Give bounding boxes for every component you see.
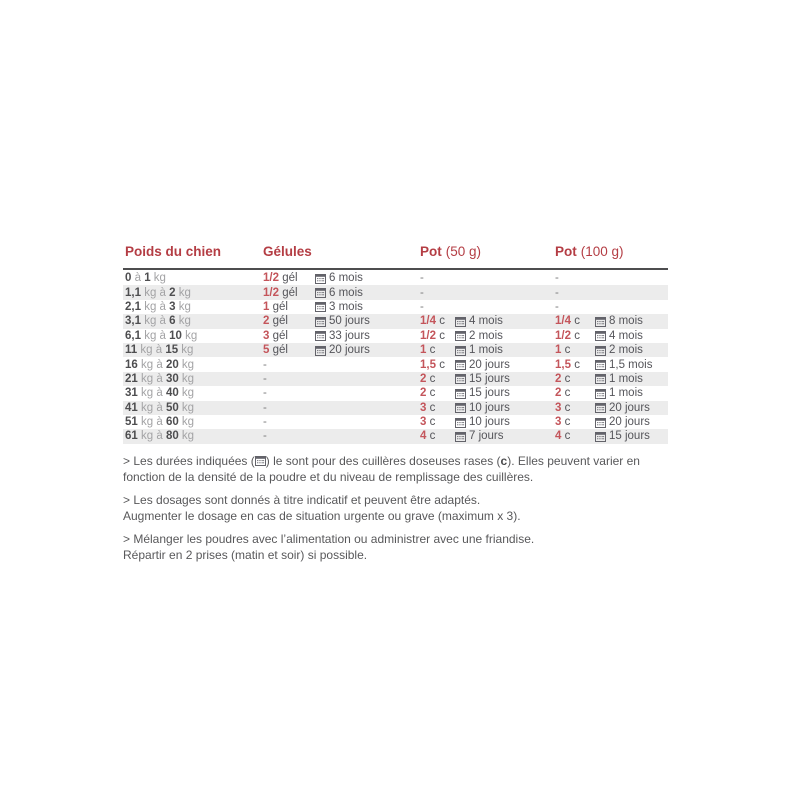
col-header-label: Poids du chien	[125, 244, 222, 259]
dose-quantity: 1	[420, 344, 427, 357]
calendar-icon	[595, 316, 606, 327]
dose-quantity: 4	[420, 430, 427, 443]
weight-to: 1	[144, 272, 151, 285]
gelules-cell	[263, 287, 420, 299]
calendar-icon	[455, 417, 466, 428]
col-header-label: Gélules	[263, 244, 312, 259]
col-header-label: Pot	[555, 244, 577, 259]
pot-100g-dose	[555, 416, 595, 428]
note-text: > Mélanger les poudres avec l’alimentation ou administrer avec une friandise.	[123, 531, 535, 546]
pot-50g-dose	[420, 387, 455, 399]
weight-to: 80	[165, 430, 179, 443]
note-text: > Les dosages sont donnés à titre indicatif et peuvent être adaptés.	[123, 492, 481, 507]
table-row	[123, 300, 668, 314]
table-row	[123, 285, 668, 299]
dose-unit: c	[564, 344, 571, 357]
pot-50g-dose	[420, 330, 455, 342]
weight-separator: kg à	[137, 430, 166, 443]
calendar-icon	[455, 431, 466, 442]
table-row	[123, 314, 668, 328]
dose-unit: c	[429, 401, 436, 414]
dose-quantity: 1	[263, 300, 270, 313]
pot-100g-dose	[555, 315, 595, 327]
pot-50g-dose	[420, 402, 455, 414]
weight-unit: kg	[178, 387, 195, 400]
weight-separator: kg à	[137, 372, 166, 385]
col-header-size: (50 g)	[445, 244, 482, 259]
table-row	[123, 386, 668, 400]
weight-cell	[123, 430, 263, 442]
weight-cell	[123, 402, 263, 414]
weight-cell	[123, 272, 263, 284]
gelules-dose	[263, 330, 315, 342]
dose-unit: c	[439, 329, 445, 342]
weight-unit: kg	[178, 344, 194, 357]
weight-cell	[123, 330, 263, 342]
calendar-icon	[455, 330, 466, 341]
dose-unit: c	[439, 315, 445, 328]
dose-quantity: 2	[420, 387, 427, 400]
weight-from: 61	[125, 430, 138, 443]
pot-50g-dose	[420, 344, 455, 356]
pot-100g-cell	[555, 373, 668, 385]
gelules-cell	[263, 387, 420, 399]
calendar-icon	[315, 301, 326, 312]
empty-dash: -	[263, 430, 267, 443]
weight-cell	[123, 416, 263, 428]
calendar-icon	[595, 359, 606, 370]
duration-text: 10 jours	[469, 416, 510, 429]
col-header-pot-100g	[555, 244, 668, 259]
pot-50g-duration	[455, 387, 510, 399]
calendar-icon	[315, 345, 326, 356]
dose-quantity: 1	[555, 344, 562, 357]
table-row	[123, 415, 668, 429]
gelules-cell	[263, 301, 420, 313]
weight-cell	[123, 344, 263, 356]
empty-dash: -	[555, 300, 559, 313]
pot-50g-cell	[420, 359, 555, 371]
pot-50g-cell	[420, 344, 555, 356]
calendar-icon	[455, 402, 466, 413]
pot-100g-duration	[595, 402, 650, 414]
duration-text: 1 mois	[469, 344, 503, 357]
dose-unit: c	[429, 430, 436, 443]
weight-separator: kg à	[137, 358, 166, 371]
weight-unit: kg	[178, 416, 195, 429]
pot-100g-duration	[595, 344, 643, 356]
note-durations	[123, 453, 668, 486]
note-text: Répartir en 2 prises (matin et soir) si possible.	[123, 548, 368, 563]
gelules-dose	[263, 301, 315, 313]
pot-50g-cell	[420, 301, 555, 313]
note-text: ) le sont pour des cuillères doseuses rases (	[265, 453, 501, 468]
gelules-dose	[263, 315, 315, 327]
pot-50g-dose	[420, 416, 455, 428]
pot-100g-dose	[555, 402, 595, 414]
gelules-cell	[263, 344, 420, 356]
dosage-table-section	[123, 244, 668, 570]
pot-100g-duration	[595, 373, 643, 385]
col-header-poids-du-chien	[123, 244, 263, 259]
weight-to: 15	[165, 344, 179, 357]
weight-separator: kg à	[137, 401, 166, 414]
pot-100g-duration	[595, 315, 643, 327]
dose-unit: c	[429, 387, 436, 400]
col-header-gelules	[263, 244, 420, 259]
gelules-cell	[263, 330, 420, 342]
weight-to: 60	[165, 416, 179, 429]
weight-from: 11	[125, 344, 138, 357]
dose-quantity: 3	[555, 401, 562, 414]
pot-100g-dose	[555, 430, 595, 442]
weight-from: 21	[125, 372, 138, 385]
empty-dash: -	[263, 401, 267, 414]
dose-quantity: 2	[420, 372, 427, 385]
dose-quantity: 2	[263, 315, 270, 328]
duration-text: 3 mois	[329, 300, 363, 313]
calendar-icon	[255, 455, 266, 466]
note-spoon-abbrev: c	[500, 453, 508, 468]
pot-100g-cell	[555, 416, 668, 428]
weight-unit: kg	[178, 401, 195, 414]
weight-unit: kg	[175, 300, 191, 313]
weight-from: 6,1	[125, 329, 141, 342]
table-row	[123, 271, 668, 285]
duration-text: 2 mois	[609, 344, 643, 357]
pot-50g-cell	[420, 416, 555, 428]
duration-text: 20 jours	[469, 358, 510, 371]
dose-unit: c	[429, 372, 436, 385]
pot-100g-dose	[555, 330, 595, 342]
dose-unit: gél	[272, 344, 288, 357]
pot-100g-dose	[555, 373, 595, 385]
col-header-size: (100 g)	[580, 244, 624, 259]
pot-50g-dose	[420, 359, 455, 371]
duration-text: 15 jours	[469, 387, 510, 400]
duration-text: 20 jours	[329, 344, 370, 357]
weight-to: 50	[165, 401, 179, 414]
duration-text: 1 mois	[609, 372, 643, 385]
dose-unit: gél	[272, 300, 288, 313]
calendar-icon	[595, 373, 606, 384]
pot-100g-duration	[595, 387, 643, 399]
pot-100g-cell	[555, 272, 668, 284]
calendar-icon	[315, 316, 326, 327]
pot-100g-cell	[555, 344, 668, 356]
gelules-cell	[263, 359, 420, 371]
pot-50g-cell	[420, 373, 555, 385]
dose-quantity: 3	[555, 416, 562, 429]
weight-to: 40	[165, 387, 179, 400]
table-row	[123, 357, 668, 371]
calendar-icon	[455, 359, 466, 370]
duration-text: 15 jours	[609, 430, 650, 443]
pot-50g-duration	[455, 315, 503, 327]
table-row	[123, 329, 668, 343]
pot-50g-duration	[455, 359, 510, 371]
dose-unit: gél	[282, 286, 298, 299]
table-body	[123, 271, 668, 444]
empty-dash: -	[263, 387, 267, 400]
empty-dash: -	[420, 300, 424, 313]
pot-100g-cell	[555, 359, 668, 371]
gelules-duration	[315, 301, 363, 313]
empty-dash: -	[263, 358, 267, 371]
table-row	[123, 401, 668, 415]
duration-text: 33 jours	[329, 329, 370, 342]
pot-100g-dose	[555, 344, 595, 356]
empty-dash: -	[420, 286, 424, 299]
calendar-icon	[455, 345, 466, 356]
dose-quantity: 2	[555, 387, 562, 400]
weight-to: 3	[169, 300, 176, 313]
gelules-duration	[315, 330, 370, 342]
pot-100g-duration	[595, 430, 650, 442]
calendar-icon	[315, 273, 326, 284]
table-header	[123, 244, 668, 270]
pot-100g-cell	[555, 301, 668, 313]
weight-cell	[123, 359, 263, 371]
weight-from: 31	[125, 387, 138, 400]
dose-quantity: 1/2	[263, 286, 279, 299]
footnotes	[123, 453, 668, 564]
gelules-duration	[315, 315, 370, 327]
pot-100g-duration	[595, 416, 650, 428]
weight-separator: kg à	[141, 300, 170, 313]
duration-text: 20 jours	[609, 416, 650, 429]
dose-unit: c	[429, 416, 436, 429]
pot-50g-dose	[420, 430, 455, 442]
dose-unit: c	[439, 358, 445, 371]
pot-100g-cell	[555, 387, 668, 399]
pot-50g-cell	[420, 430, 555, 442]
dose-unit: c	[564, 372, 571, 385]
dose-quantity: 5	[263, 344, 270, 357]
duration-text: 8 mois	[609, 315, 643, 328]
dose-quantity: 3	[420, 416, 427, 429]
calendar-icon	[595, 431, 606, 442]
weight-from: 2,1	[125, 300, 141, 313]
calendar-icon	[595, 417, 606, 428]
calendar-icon	[315, 330, 326, 341]
calendar-icon	[455, 316, 466, 327]
pot-50g-dose	[420, 315, 455, 327]
gelules-cell	[263, 373, 420, 385]
note-text: ). Elles peuvent varier en fonction de la densité de la poudre et du niveau de remplissage des cuillères.	[123, 453, 640, 485]
duration-text: 50 jours	[329, 315, 370, 328]
weight-to: 6	[169, 315, 176, 328]
weight-to: 30	[165, 372, 179, 385]
duration-text: 2 mois	[469, 329, 503, 342]
weight-from: 16	[125, 358, 138, 371]
weight-cell	[123, 287, 263, 299]
pot-100g-dose	[555, 359, 595, 371]
pot-100g-cell	[555, 402, 668, 414]
dose-quantity: 1/2	[420, 329, 436, 342]
calendar-icon	[595, 402, 606, 413]
calendar-icon	[455, 388, 466, 399]
gelules-cell	[263, 272, 420, 284]
pot-100g-duration	[595, 330, 643, 342]
weight-separator: kg à	[137, 416, 166, 429]
table-row	[123, 343, 668, 357]
gelules-dose	[263, 344, 315, 356]
dose-quantity: 1,5	[555, 358, 571, 371]
pot-50g-duration	[455, 373, 510, 385]
dose-quantity: 1/2	[555, 329, 571, 342]
weight-to: 20	[165, 358, 179, 371]
duration-text: 6 mois	[329, 286, 363, 299]
pot-50g-cell	[420, 315, 555, 327]
dose-unit: c	[574, 329, 580, 342]
empty-dash: -	[555, 286, 559, 299]
dose-unit: c	[429, 344, 436, 357]
pot-50g-dose	[420, 373, 455, 385]
weight-unit: kg	[175, 315, 191, 328]
calendar-icon	[455, 373, 466, 384]
calendar-icon	[595, 330, 606, 341]
calendar-icon	[595, 388, 606, 399]
pot-50g-cell	[420, 387, 555, 399]
col-header-label: Pot	[420, 244, 442, 259]
dose-unit: gél	[272, 315, 288, 328]
pot-100g-dose	[555, 387, 595, 399]
pot-50g-duration	[455, 430, 504, 442]
weight-unit: kg	[178, 358, 195, 371]
gelules-cell	[263, 430, 420, 442]
pot-50g-cell	[420, 287, 555, 299]
weight-from: 51	[125, 416, 138, 429]
weight-unit: kg	[150, 272, 166, 285]
pot-100g-duration	[595, 359, 652, 371]
pot-50g-duration	[455, 402, 510, 414]
weight-separator: à	[131, 272, 145, 285]
dose-quantity: 2	[555, 372, 562, 385]
empty-dash: -	[263, 416, 267, 429]
gelules-cell	[263, 402, 420, 414]
dose-quantity: 1,5	[420, 358, 436, 371]
pot-100g-cell	[555, 430, 668, 442]
dose-quantity: 3	[420, 401, 427, 414]
dose-quantity: 1/2	[263, 272, 279, 285]
weight-separator: kg à	[137, 344, 166, 357]
note-dosage	[123, 492, 668, 525]
empty-dash: -	[263, 372, 267, 385]
note-text: > Les durées indiquées (	[123, 453, 255, 468]
calendar-icon	[315, 287, 326, 298]
pot-50g-cell	[420, 402, 555, 414]
dose-unit: c	[574, 315, 580, 328]
dose-unit: c	[574, 358, 580, 371]
gelules-duration	[315, 287, 363, 299]
dose-unit: c	[564, 416, 571, 429]
duration-text: 10 jours	[469, 401, 510, 414]
weight-from: 3,1	[125, 315, 141, 328]
weight-cell	[123, 301, 263, 313]
duration-text: 7 jours	[469, 430, 504, 443]
duration-text: 4 mois	[469, 315, 503, 328]
dose-quantity: 4	[555, 430, 562, 443]
dose-unit: gél	[272, 329, 288, 342]
dose-unit: c	[564, 387, 571, 400]
weight-separator: kg à	[141, 286, 170, 299]
weight-unit: kg	[175, 286, 191, 299]
calendar-icon	[595, 345, 606, 356]
weight-to: 2	[169, 286, 176, 299]
duration-text: 4 mois	[609, 329, 643, 342]
empty-dash: -	[420, 272, 424, 285]
pot-50g-cell	[420, 330, 555, 342]
pot-100g-cell	[555, 315, 668, 327]
empty-dash: -	[555, 272, 559, 285]
weight-from: 41	[125, 401, 138, 414]
gelules-cell	[263, 315, 420, 327]
pot-50g-duration	[455, 330, 503, 342]
duration-text: 15 jours	[469, 372, 510, 385]
weight-cell	[123, 373, 263, 385]
pot-50g-cell	[420, 272, 555, 284]
note-administration	[123, 531, 668, 564]
gelules-dose	[263, 287, 315, 299]
table-row	[123, 372, 668, 386]
gelules-dose	[263, 272, 315, 284]
weight-from: 0	[125, 272, 132, 285]
pot-100g-cell	[555, 330, 668, 342]
pot-50g-duration	[455, 344, 503, 356]
duration-text: 1 mois	[609, 387, 643, 400]
duration-text: 20 jours	[609, 401, 650, 414]
gelules-duration	[315, 272, 363, 284]
weight-to: 10	[169, 329, 182, 342]
duration-text: 6 mois	[329, 272, 363, 285]
weight-separator: kg à	[137, 387, 166, 400]
weight-unit: kg	[178, 372, 195, 385]
weight-separator: kg à	[141, 329, 170, 342]
duration-text: 1,5 mois	[609, 358, 653, 371]
col-header-pot-50g	[420, 244, 555, 259]
note-text: Augmenter le dosage en cas de situation urgente ou grave (maximum x 3).	[123, 509, 521, 524]
pot-50g-duration	[455, 416, 510, 428]
weight-unit: kg	[178, 430, 195, 443]
dose-unit: c	[564, 430, 571, 443]
gelules-cell	[263, 416, 420, 428]
weight-from: 1,1	[125, 286, 141, 299]
gelules-duration	[315, 344, 370, 356]
weight-cell	[123, 315, 263, 327]
dose-quantity: 3	[263, 329, 270, 342]
dose-unit: gél	[282, 272, 298, 285]
pot-100g-cell	[555, 287, 668, 299]
table-row	[123, 429, 668, 443]
dose-unit: c	[564, 401, 571, 414]
weight-cell	[123, 387, 263, 399]
dose-quantity: 1/4	[555, 315, 571, 328]
weight-separator: kg à	[141, 315, 170, 328]
weight-unit: kg	[181, 329, 198, 342]
dose-quantity: 1/4	[420, 315, 436, 328]
